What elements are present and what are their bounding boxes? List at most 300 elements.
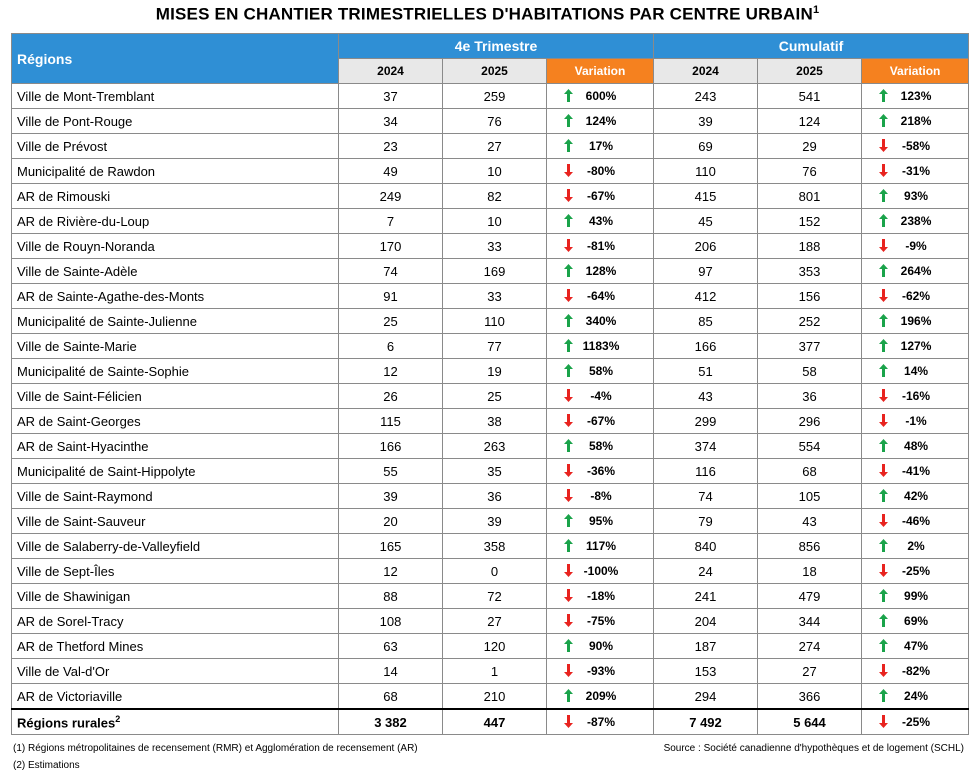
region-name — [12, 159, 339, 184]
table-row — [12, 584, 969, 609]
q-2024-value: 25 — [339, 309, 443, 334]
c-2024-value: 415 — [654, 184, 758, 209]
c-variation-cell — [862, 209, 969, 234]
q-variation-cell — [547, 134, 654, 159]
region-name — [12, 334, 339, 359]
table-row — [12, 509, 969, 534]
arrow-up-icon — [879, 639, 888, 652]
variation-value: 600% — [585, 89, 617, 103]
arrow-down-icon — [564, 715, 573, 728]
c-2025-value: 296 — [758, 409, 862, 434]
c-2024-value: 45 — [654, 209, 758, 234]
arrow-down-icon — [879, 664, 888, 677]
region-label: Municipalité de Sainte-Sophie — [17, 363, 189, 379]
table-row — [12, 284, 969, 309]
c-2025-value: 377 — [758, 334, 862, 359]
q-2024-value: 91 — [339, 284, 443, 309]
q-variation-cell — [547, 384, 654, 409]
q-2024-value: 3 382 — [339, 709, 443, 735]
region-label: Municipalité de Saint-Hippolyte — [17, 463, 196, 479]
region-name — [12, 509, 339, 534]
region-footnote-ref: 2 — [115, 713, 121, 724]
variation-value: 58% — [588, 364, 614, 378]
q-2024-value: 12 — [339, 359, 443, 384]
arrow-down-icon — [564, 414, 573, 427]
c-variation-cell — [862, 559, 969, 584]
c-2024-value: 294 — [654, 684, 758, 710]
c-2024-value: 243 — [654, 84, 758, 109]
table-row — [12, 434, 969, 459]
arrow-down-icon — [879, 139, 888, 152]
q-variation-cell — [547, 284, 654, 309]
variation-value: -25% — [902, 715, 931, 729]
header-cumulative-group: Cumulatif — [654, 34, 969, 59]
c-2024-value: 187 — [654, 634, 758, 659]
header-c-2024: 2024 — [654, 59, 758, 84]
table-row — [12, 559, 969, 584]
arrow-down-icon — [564, 614, 573, 627]
c-2024-value: 412 — [654, 284, 758, 309]
variation-value: 47% — [904, 639, 929, 653]
q-variation-cell — [547, 459, 654, 484]
variation-value: 58% — [588, 439, 614, 453]
variation-value: 93% — [904, 189, 929, 203]
q-2024-value: 74 — [339, 259, 443, 284]
region-label: AR de Sainte-Agathe-des-Monts — [17, 288, 205, 304]
c-2024-value: 374 — [654, 434, 758, 459]
c-2024-value: 85 — [654, 309, 758, 334]
q-2025-value: 35 — [443, 459, 547, 484]
c-2024-value: 204 — [654, 609, 758, 634]
arrow-down-icon — [879, 414, 888, 427]
arrow-down-icon — [879, 514, 888, 527]
q-variation-cell — [547, 534, 654, 559]
q-variation-cell — [547, 159, 654, 184]
table-row — [12, 159, 969, 184]
arrow-up-icon — [879, 264, 888, 277]
q-2025-value: 10 — [443, 209, 547, 234]
variation-value: -31% — [902, 164, 931, 178]
q-2025-value: 169 — [443, 259, 547, 284]
variation-value: -9% — [905, 239, 927, 253]
c-variation-cell — [862, 334, 969, 359]
region-name — [12, 459, 339, 484]
arrow-down-icon — [879, 564, 888, 577]
c-2025-value: 29 — [758, 134, 862, 159]
variation-value: -80% — [587, 164, 616, 178]
table-row — [12, 234, 969, 259]
variation-value: 124% — [585, 114, 617, 128]
variation-value: -16% — [902, 389, 931, 403]
region-label: Ville de Saint-Raymond — [17, 488, 153, 504]
variation-value: -100% — [583, 564, 619, 578]
region-name — [12, 384, 339, 409]
table-row — [12, 384, 969, 409]
c-variation-cell — [862, 484, 969, 509]
region-name — [12, 409, 339, 434]
q-2025-value: 10 — [443, 159, 547, 184]
c-2024-value: 39 — [654, 109, 758, 134]
c-2024-value: 24 — [654, 559, 758, 584]
q-variation-cell — [547, 209, 654, 234]
c-2024-value: 74 — [654, 484, 758, 509]
c-variation-cell — [862, 709, 969, 735]
c-2025-value: 353 — [758, 259, 862, 284]
variation-value: 128% — [585, 264, 617, 278]
region-label: Ville de Saint-Sauveur — [17, 513, 146, 529]
region-label: Ville de Salaberry-de-Valleyfield — [17, 538, 201, 554]
variation-value: -81% — [587, 239, 616, 253]
region-name — [12, 134, 339, 159]
arrow-up-icon — [564, 539, 573, 552]
variation-value: 127% — [900, 339, 932, 353]
c-variation-cell — [862, 184, 969, 209]
c-2025-value: 5 644 — [758, 709, 862, 735]
region-label: AR de Saint-Georges — [17, 413, 141, 429]
table-row — [12, 184, 969, 209]
c-variation-cell — [862, 159, 969, 184]
c-variation-cell — [862, 309, 969, 334]
arrow-up-icon — [879, 589, 888, 602]
table-row — [12, 334, 969, 359]
c-2024-value: 241 — [654, 584, 758, 609]
arrow-down-icon — [879, 289, 888, 302]
c-2025-value: 856 — [758, 534, 862, 559]
q-2025-value: 0 — [443, 559, 547, 584]
table-row — [12, 409, 969, 434]
q-2024-value: 88 — [339, 584, 443, 609]
q-2024-value: 249 — [339, 184, 443, 209]
q-2025-value: 77 — [443, 334, 547, 359]
c-variation-cell — [862, 459, 969, 484]
q-2024-value: 26 — [339, 384, 443, 409]
title-text: MISES EN CHANTIER TRIMESTRIELLES D'HABITATIONS PAR CENTRE URBAIN — [155, 4, 813, 24]
q-variation-cell — [547, 509, 654, 534]
q-2025-value: 447 — [443, 709, 547, 735]
region-name — [12, 209, 339, 234]
q-2024-value: 68 — [339, 684, 443, 710]
q-variation-cell — [547, 109, 654, 134]
q-variation-cell — [547, 259, 654, 284]
variation-value: -87% — [587, 715, 616, 729]
c-2025-value: 152 — [758, 209, 862, 234]
q-2025-value: 76 — [443, 109, 547, 134]
table-row — [12, 359, 969, 384]
arrow-down-icon — [564, 239, 573, 252]
arrow-up-icon — [564, 514, 573, 527]
q-2024-value: 20 — [339, 509, 443, 534]
region-name — [12, 659, 339, 684]
q-2025-value: 110 — [443, 309, 547, 334]
region-label: Ville de Shawinigan — [17, 588, 131, 604]
c-2024-value: 97 — [654, 259, 758, 284]
arrow-up-icon — [564, 639, 573, 652]
arrow-down-icon — [879, 239, 888, 252]
region-label: Ville de Rouyn-Noranda — [17, 238, 155, 254]
arrow-down-icon — [564, 489, 573, 502]
variation-value: 123% — [900, 89, 932, 103]
variation-value: -82% — [902, 664, 931, 678]
q-2024-value: 115 — [339, 409, 443, 434]
arrow-down-icon — [879, 389, 888, 402]
region-label: Ville de Val-d'Or — [17, 663, 110, 679]
region-name — [12, 559, 339, 584]
c-2025-value: 274 — [758, 634, 862, 659]
variation-value: 24% — [904, 689, 929, 703]
q-variation-cell — [547, 184, 654, 209]
c-2025-value: 479 — [758, 584, 862, 609]
table-row — [12, 659, 969, 684]
header-c-2025: 2025 — [758, 59, 862, 84]
region-label: Municipalité de Sainte-Julienne — [17, 313, 197, 329]
variation-value: 117% — [585, 539, 617, 553]
c-variation-cell — [862, 584, 969, 609]
q-2024-value: 34 — [339, 109, 443, 134]
q-variation-cell — [547, 409, 654, 434]
variation-value: -25% — [902, 564, 931, 578]
c-2024-value: 153 — [654, 659, 758, 684]
variation-value: 209% — [585, 689, 617, 703]
arrow-up-icon — [879, 314, 888, 327]
arrow-up-icon — [879, 214, 888, 227]
c-variation-cell — [862, 359, 969, 384]
variation-value: 196% — [900, 314, 932, 328]
arrow-down-icon — [564, 564, 573, 577]
variation-value: 2% — [907, 539, 925, 553]
region-name — [12, 109, 339, 134]
title-footnote-ref: 1 — [812, 4, 820, 16]
c-variation-cell — [862, 534, 969, 559]
table-row — [12, 484, 969, 509]
variation-value: -64% — [587, 289, 616, 303]
arrow-up-icon — [564, 364, 573, 377]
q-2024-value: 14 — [339, 659, 443, 684]
variation-value: 42% — [904, 489, 929, 503]
variation-value: 43% — [588, 214, 614, 228]
c-2024-value: 206 — [654, 234, 758, 259]
c-2025-value: 541 — [758, 84, 862, 109]
arrow-up-icon — [564, 214, 573, 227]
variation-value: 218% — [900, 114, 932, 128]
q-2025-value: 210 — [443, 684, 547, 710]
table-row — [12, 634, 969, 659]
c-2025-value: 366 — [758, 684, 862, 710]
q-variation-cell — [547, 659, 654, 684]
c-2025-value: 801 — [758, 184, 862, 209]
arrow-up-icon — [564, 314, 573, 327]
region-label: AR de Rimouski — [17, 188, 111, 204]
q-2025-value: 72 — [443, 584, 547, 609]
q-variation-cell — [547, 709, 654, 735]
q-2025-value: 358 — [443, 534, 547, 559]
c-2025-value: 344 — [758, 609, 862, 634]
q-2025-value: 19 — [443, 359, 547, 384]
c-variation-cell — [862, 634, 969, 659]
variation-value: 69% — [904, 614, 929, 628]
c-2024-value: 43 — [654, 384, 758, 409]
q-variation-cell — [547, 684, 654, 710]
q-2025-value: 36 — [443, 484, 547, 509]
arrow-down-icon — [564, 589, 573, 602]
q-variation-cell — [547, 359, 654, 384]
table-row — [12, 309, 969, 334]
q-2025-value: 25 — [443, 384, 547, 409]
arrow-up-icon — [879, 364, 888, 377]
region-label: AR de Victoriaville — [17, 688, 123, 704]
c-2025-value: 554 — [758, 434, 862, 459]
c-variation-cell — [862, 134, 969, 159]
region-name — [12, 609, 339, 634]
header-q-2024: 2024 — [339, 59, 443, 84]
region-name — [12, 184, 339, 209]
q-variation-cell — [547, 484, 654, 509]
c-variation-cell — [862, 234, 969, 259]
arrow-up-icon — [879, 614, 888, 627]
region-label: Ville de Prévost — [17, 138, 108, 154]
arrow-down-icon — [564, 289, 573, 302]
region-name — [12, 634, 339, 659]
q-2024-value: 108 — [339, 609, 443, 634]
variation-value: -1% — [905, 414, 927, 428]
q-variation-cell — [547, 309, 654, 334]
c-2025-value: 188 — [758, 234, 862, 259]
c-2025-value: 124 — [758, 109, 862, 134]
arrow-down-icon — [564, 464, 573, 477]
variation-value: 1183% — [582, 339, 620, 353]
c-variation-cell — [862, 259, 969, 284]
c-variation-cell — [862, 609, 969, 634]
table-row — [12, 209, 969, 234]
arrow-up-icon — [879, 489, 888, 502]
c-variation-cell — [862, 384, 969, 409]
variation-value: 48% — [904, 439, 929, 453]
arrow-up-icon — [564, 139, 573, 152]
q-2025-value: 39 — [443, 509, 547, 534]
q-variation-cell — [547, 584, 654, 609]
arrow-up-icon — [564, 689, 573, 702]
arrow-down-icon — [564, 389, 573, 402]
arrow-down-icon — [879, 715, 888, 728]
q-2025-value: 38 — [443, 409, 547, 434]
q-2024-value: 23 — [339, 134, 443, 159]
q-2024-value: 55 — [339, 459, 443, 484]
c-2024-value: 7 492 — [654, 709, 758, 735]
q-2024-value: 170 — [339, 234, 443, 259]
region-name — [12, 709, 339, 735]
arrow-up-icon — [879, 689, 888, 702]
table-row — [12, 84, 969, 109]
variation-value: -67% — [587, 414, 616, 428]
c-2024-value: 116 — [654, 459, 758, 484]
c-2025-value: 27 — [758, 659, 862, 684]
c-2025-value: 43 — [758, 509, 862, 534]
table-row — [12, 684, 969, 710]
table-row — [12, 134, 969, 159]
variation-value: 17% — [588, 139, 614, 153]
c-variation-cell — [862, 684, 969, 710]
region-label: Ville de Sept-Îles — [17, 563, 115, 579]
region-name — [12, 234, 339, 259]
variation-value: -46% — [902, 514, 931, 528]
arrow-up-icon — [879, 339, 888, 352]
region-name — [12, 309, 339, 334]
arrow-up-icon — [879, 114, 888, 127]
header-c-variation: Variation — [862, 59, 969, 84]
region-name — [12, 484, 339, 509]
c-2025-value: 156 — [758, 284, 862, 309]
region-name — [12, 584, 339, 609]
region-label: Ville de Sainte-Marie — [17, 338, 137, 354]
table-row — [12, 459, 969, 484]
source-note: Source : Société canadienne d'hypothèques et de logement (SCHL) — [663, 743, 964, 754]
table-body — [12, 84, 969, 735]
footnote-2: (2) Estimations — [13, 760, 80, 771]
c-2024-value: 69 — [654, 134, 758, 159]
page-title — [0, 4, 975, 25]
q-2025-value: 33 — [443, 284, 547, 309]
arrow-down-icon — [564, 189, 573, 202]
header-regions: Régions — [12, 34, 339, 84]
q-2024-value: 165 — [339, 534, 443, 559]
region-label: Municipalité de Rawdon — [17, 163, 156, 179]
c-2025-value: 105 — [758, 484, 862, 509]
arrow-down-icon — [879, 464, 888, 477]
variation-value: 238% — [900, 214, 932, 228]
q-variation-cell — [547, 334, 654, 359]
q-2025-value: 259 — [443, 84, 547, 109]
region-label: Ville de Pont-Rouge — [17, 113, 133, 129]
arrow-up-icon — [879, 189, 888, 202]
footnote-1: (1) Régions métropolitaines de recensement (RMR) et Agglomération de recensement (AR) — [13, 743, 418, 754]
q-2025-value: 27 — [443, 609, 547, 634]
q-2025-value: 120 — [443, 634, 547, 659]
q-2025-value: 27 — [443, 134, 547, 159]
variation-value: -75% — [587, 614, 616, 628]
housing-starts-table — [11, 33, 969, 735]
q-2024-value: 63 — [339, 634, 443, 659]
table-row — [12, 109, 969, 134]
q-2024-value: 49 — [339, 159, 443, 184]
c-variation-cell — [862, 284, 969, 309]
region-name — [12, 259, 339, 284]
table-row — [12, 259, 969, 284]
arrow-up-icon — [879, 539, 888, 552]
q-variation-cell — [547, 434, 654, 459]
header-q-2025: 2025 — [443, 59, 547, 84]
arrow-up-icon — [564, 439, 573, 452]
arrow-up-icon — [564, 339, 573, 352]
region-name — [12, 284, 339, 309]
arrow-up-icon — [564, 264, 573, 277]
region-name — [12, 534, 339, 559]
arrow-up-icon — [879, 439, 888, 452]
c-2025-value: 76 — [758, 159, 862, 184]
c-2025-value: 58 — [758, 359, 862, 384]
c-2025-value: 252 — [758, 309, 862, 334]
region-name — [12, 684, 339, 710]
c-variation-cell — [862, 659, 969, 684]
q-variation-cell — [547, 84, 654, 109]
c-2025-value: 36 — [758, 384, 862, 409]
c-variation-cell — [862, 409, 969, 434]
variation-value: -41% — [902, 464, 931, 478]
arrow-down-icon — [564, 164, 573, 177]
variation-value: -62% — [902, 289, 931, 303]
header-q-variation: Variation — [547, 59, 654, 84]
q-2024-value: 166 — [339, 434, 443, 459]
variation-value: 264% — [900, 264, 932, 278]
q-variation-cell — [547, 559, 654, 584]
